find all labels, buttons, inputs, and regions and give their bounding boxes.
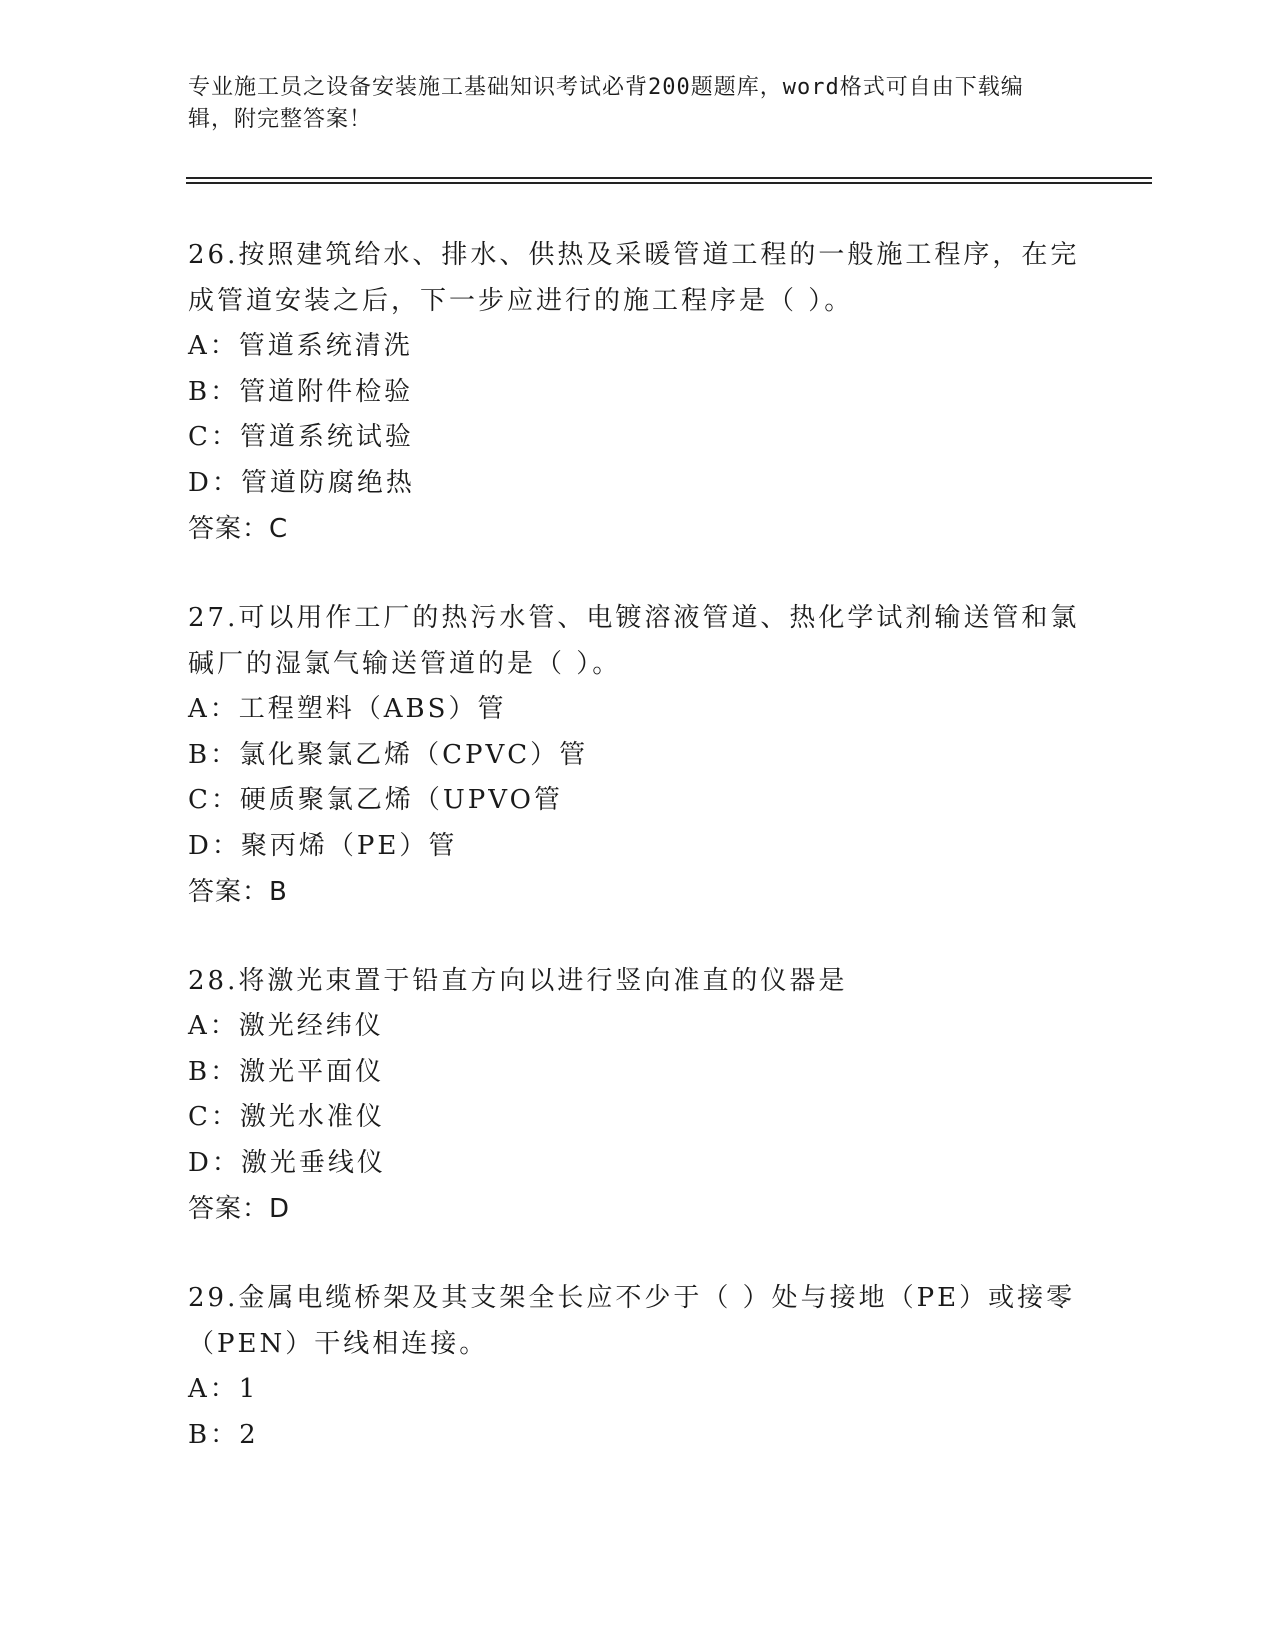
answer-label: 答案： — [188, 877, 270, 907]
option-a: A：激光经纬仪 — [188, 1011, 384, 1041]
option-c: C：管道系统试验 — [188, 422, 414, 452]
question-27 — [188, 595, 1088, 915]
header-divider-bottom — [186, 182, 1152, 184]
option-d: D：聚丙烯（PE）管 — [188, 830, 458, 861]
question-list — [188, 232, 1088, 1501]
question-text: 29.金属电缆桥架及其支架全长应不少于（ ）处与接地（PE）或接零（PEN）干线相连接。 — [188, 1283, 1076, 1359]
answer-line — [188, 869, 1088, 915]
question-29 — [188, 1275, 1088, 1458]
option-a: A：1 — [188, 1374, 259, 1404]
document-title: 专业施工员之设备安装施工基础知识考试必背200题题库，word格式可自由下载编辑，附完整答案！ — [188, 75, 1024, 132]
answer-line — [188, 1186, 1088, 1232]
option-b: B：氯化聚氯乙烯（CPVC）管 — [188, 739, 589, 770]
answer-label: 答案： — [188, 514, 270, 544]
option-a: A：工程塑料（ABS）管 — [188, 694, 507, 724]
option-b: B：管道附件检验 — [188, 376, 414, 407]
question-28 — [188, 958, 1088, 1232]
answer-label: 答案： — [188, 1194, 270, 1224]
option-c: C：硬质聚氯乙烯（UPVO管 — [188, 785, 563, 815]
option-d: D：激光垂线仪 — [188, 1147, 386, 1178]
option-d: D：管道防腐绝热 — [188, 467, 415, 498]
question-text: 27.可以用作工厂的热污水管、电镀溶液管道、热化学试剂输送管和氯碱厂的湿氯气输送管道的是（ ）。 — [188, 603, 1080, 679]
question-text: 26.按照建筑给水、排水、供热及采暖管道工程的一般施工程序，在完成管道安装之后，下一步应进行的施工程序是（ ）。 — [188, 240, 1080, 316]
header-divider-top — [186, 177, 1152, 179]
question-26 — [188, 232, 1088, 552]
option-a: A：管道系统清洗 — [188, 331, 413, 361]
question-text: 28.将激光束置于铅直方向以进行竖向准直的仪器是 — [188, 966, 848, 996]
answer-value: D — [269, 1194, 291, 1224]
option-b: B：激光平面仪 — [188, 1056, 385, 1087]
answer-value: C — [269, 514, 289, 544]
answer-line — [188, 506, 1088, 552]
answer-value: B — [269, 877, 288, 907]
document-header — [188, 72, 1068, 136]
option-b: B：2 — [188, 1419, 259, 1450]
option-c: C：激光水准仪 — [188, 1102, 385, 1132]
